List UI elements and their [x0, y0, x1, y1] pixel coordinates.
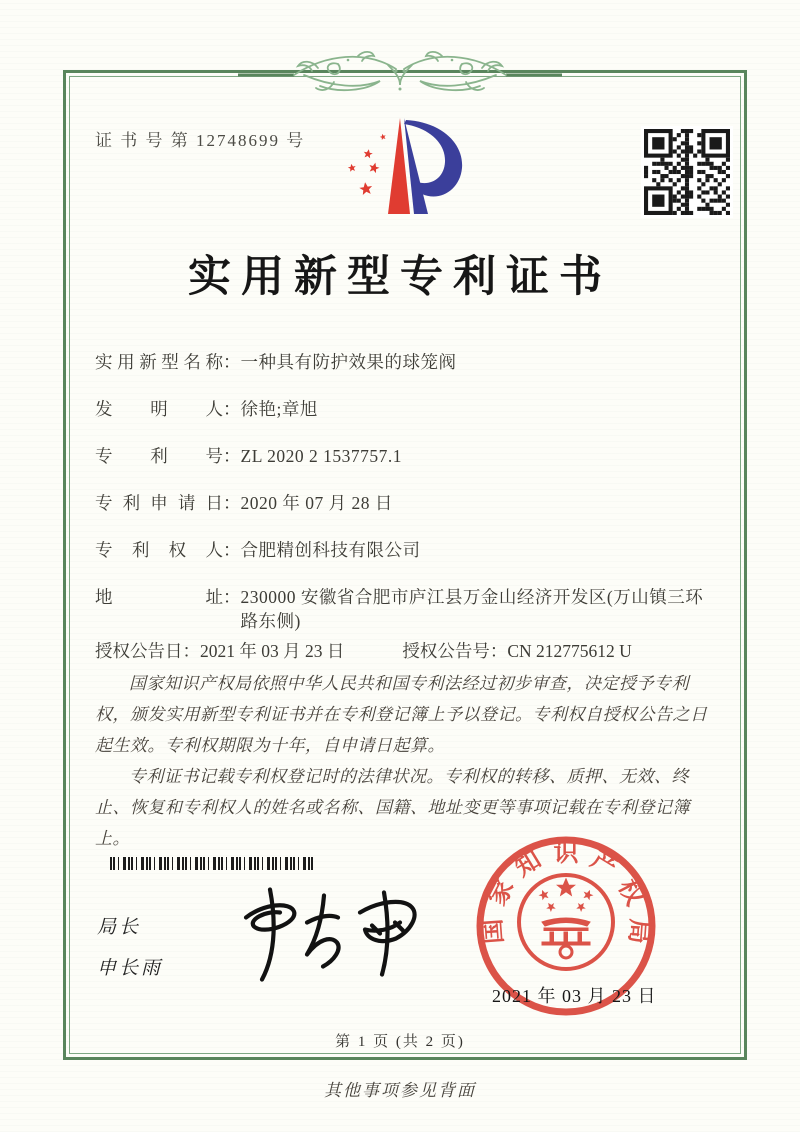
certificate-title: 实用新型专利证书 — [188, 254, 612, 301]
field-value: 一种具有防护效果的球笼阀 — [240, 352, 457, 372]
certificate-number: 证 书 号 第 12748699 号 — [95, 131, 306, 150]
grant-date-label: 授权公告日 — [95, 641, 183, 661]
field-value: 合肥精创科技有限公司 — [240, 540, 421, 560]
field-row-patent-no: 专利号 ： ZL 2020 2 1537757.1 — [95, 444, 715, 468]
qr-code — [641, 126, 733, 218]
field-label: 地址 — [95, 587, 223, 607]
grant-no-value: CN 212775612 U — [507, 641, 632, 661]
field-row-address: 地址 ： 230000 安徽省合肥市庐江县万金山经济开发区(万山镇三环路东侧) — [95, 585, 715, 633]
signature-icon — [212, 880, 427, 988]
seal-date: 2021 年 03 月 23 日 — [492, 986, 657, 1006]
seal-text: 国家知识产权局 — [479, 840, 653, 945]
field-label: 发明人 — [95, 399, 223, 419]
field-label: 专利申请日 — [95, 493, 223, 513]
cnipa-logo-icon — [338, 110, 470, 228]
page-number: 第 1 页 (共 2 页) — [335, 1034, 465, 1050]
field-label: 实用新型名称 — [95, 352, 223, 372]
field-list — [95, 350, 715, 663]
barcode-1d — [110, 857, 313, 870]
grant-date-value: 2021 年 03 月 23 日 — [200, 641, 345, 661]
field-value: 徐艳;章旭 — [240, 399, 318, 419]
field-row-name: 实用新型名称 ： 一种具有防护效果的球笼阀 — [95, 350, 715, 374]
field-row-patentee: 专利权人 ： 合肥精创科技有限公司 — [95, 538, 715, 562]
legal-paragraph-2: 专利证书记载专利权登记时的法律状况。专利权的转移、质押、无效、终止、恢复和专利权人的姓名或名称、国籍、地址变更等事项记载在专利登记簿上。 — [95, 767, 690, 848]
field-label: 专利权人 — [95, 540, 223, 560]
grant-no-group: 授权公告号 ： CN 212775612 U — [402, 641, 632, 661]
legal-text — [95, 668, 715, 854]
field-label: 专利号 — [95, 446, 223, 466]
field-value: 230000 安徽省合肥市庐江县万金山经济开发区(万山镇三环路东侧) — [240, 587, 704, 631]
signer-name: 申长雨 — [97, 958, 164, 979]
field-row-grant: 授权公告日 ： 2021 年 03 月 23 日 授权公告号 ： CN 212775612 U — [95, 641, 632, 661]
field-value: ZL 2020 2 1537757.1 — [240, 446, 402, 466]
ornament-flourish-icon — [238, 42, 562, 108]
signer-block — [97, 912, 163, 994]
field-value: 2020 年 07 月 28 日 — [240, 493, 393, 513]
legal-paragraph-1: 国家知识产权局依照中华人民共和国专利法经过初步审查，决定授予专利权，颁发实用新型专利证书并在专利登记簿上予以登记。专利权自授权公告之日起生效。专利权期限为十年，自申请日起算。 — [95, 674, 708, 755]
back-side-note: 其他事项参见背面 — [324, 1081, 476, 1100]
signer-title: 局长 — [97, 917, 142, 938]
grant-no-label: 授权公告号 — [402, 641, 490, 661]
field-row-inventor: 发明人 ： 徐艳;章旭 — [95, 397, 715, 421]
field-row-filing-date: 专利申请日 ： 2020 年 07 月 28 日 — [95, 491, 715, 515]
